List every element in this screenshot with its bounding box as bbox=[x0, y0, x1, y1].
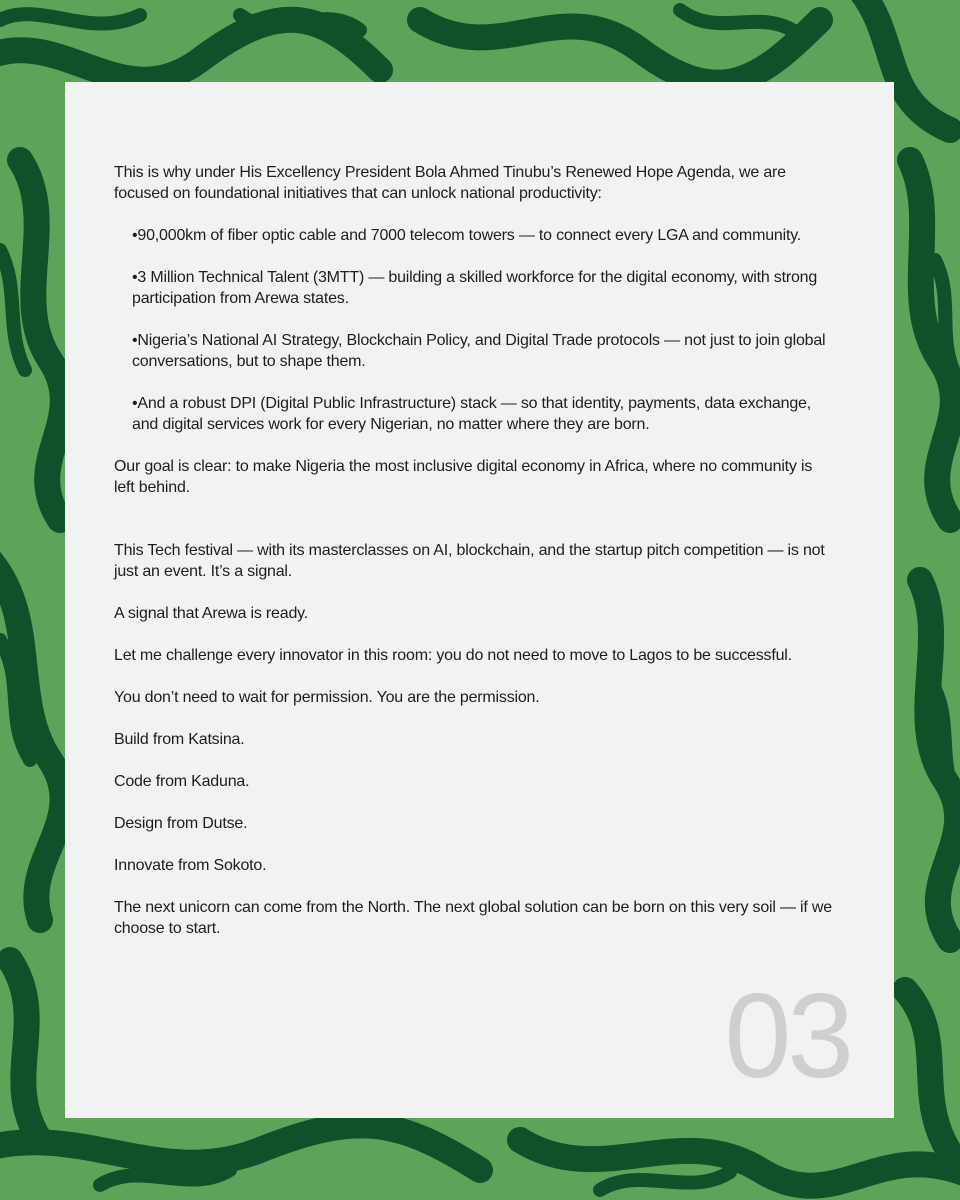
festival-paragraph: This Tech festival — with its masterclasses on AI, blockchain, and the startup pitch competition — is not just an event. It’s a signal. bbox=[114, 542, 825, 580]
bullet-dpi: •And a robust DPI (Digital Public Infrastructure) stack — so that identity, payments, data exchange, and digital services work for every Nigerian, no matter where they are born. bbox=[132, 395, 811, 433]
goal-paragraph: Our goal is clear: to make Nigeria the most inclusive digital economy in Africa, where no community is left behind. bbox=[114, 458, 813, 496]
bullet-fiber: •90,000km of fiber optic cable and 7000 telecom towers — to connect every LGA and community. bbox=[132, 227, 802, 244]
content-card bbox=[65, 82, 894, 1118]
page-number: 03 bbox=[724, 969, 850, 1103]
closing-paragraph: The next unicorn can come from the North. The next global solution can be born on this very soil — if we choose to start. bbox=[114, 899, 832, 937]
code-line: Code from Kaduna. bbox=[114, 773, 250, 790]
intro-paragraph: This is why under His Excellency President Bola Ahmed Tinubu’s Renewed Hope Agenda, we are focused on foundational initiatives that can unlock national productivity: bbox=[114, 164, 786, 202]
speech-text bbox=[114, 162, 834, 939]
bullet-ai-strategy: •Nigeria’s National AI Strategy, Blockchain Policy, and Digital Trade protocols — not just to join global conversations, but to shape them. bbox=[132, 332, 826, 370]
bullet-3mtt: •3 Million Technical Talent (3MTT) — building a skilled workforce for the digital economy, with strong participation from Arewa states. bbox=[132, 269, 818, 307]
permission-paragraph: You don’t need to wait for permission. You are the permission. bbox=[114, 689, 540, 706]
challenge-paragraph: Let me challenge every innovator in this room: you do not need to move to Lagos to be successful. bbox=[114, 647, 792, 664]
innovate-line: Innovate from Sokoto. bbox=[114, 857, 267, 874]
signal-paragraph: A signal that Arewa is ready. bbox=[114, 605, 309, 622]
build-line: Build from Katsina. bbox=[114, 731, 245, 748]
design-line: Design from Dutse. bbox=[114, 815, 248, 832]
